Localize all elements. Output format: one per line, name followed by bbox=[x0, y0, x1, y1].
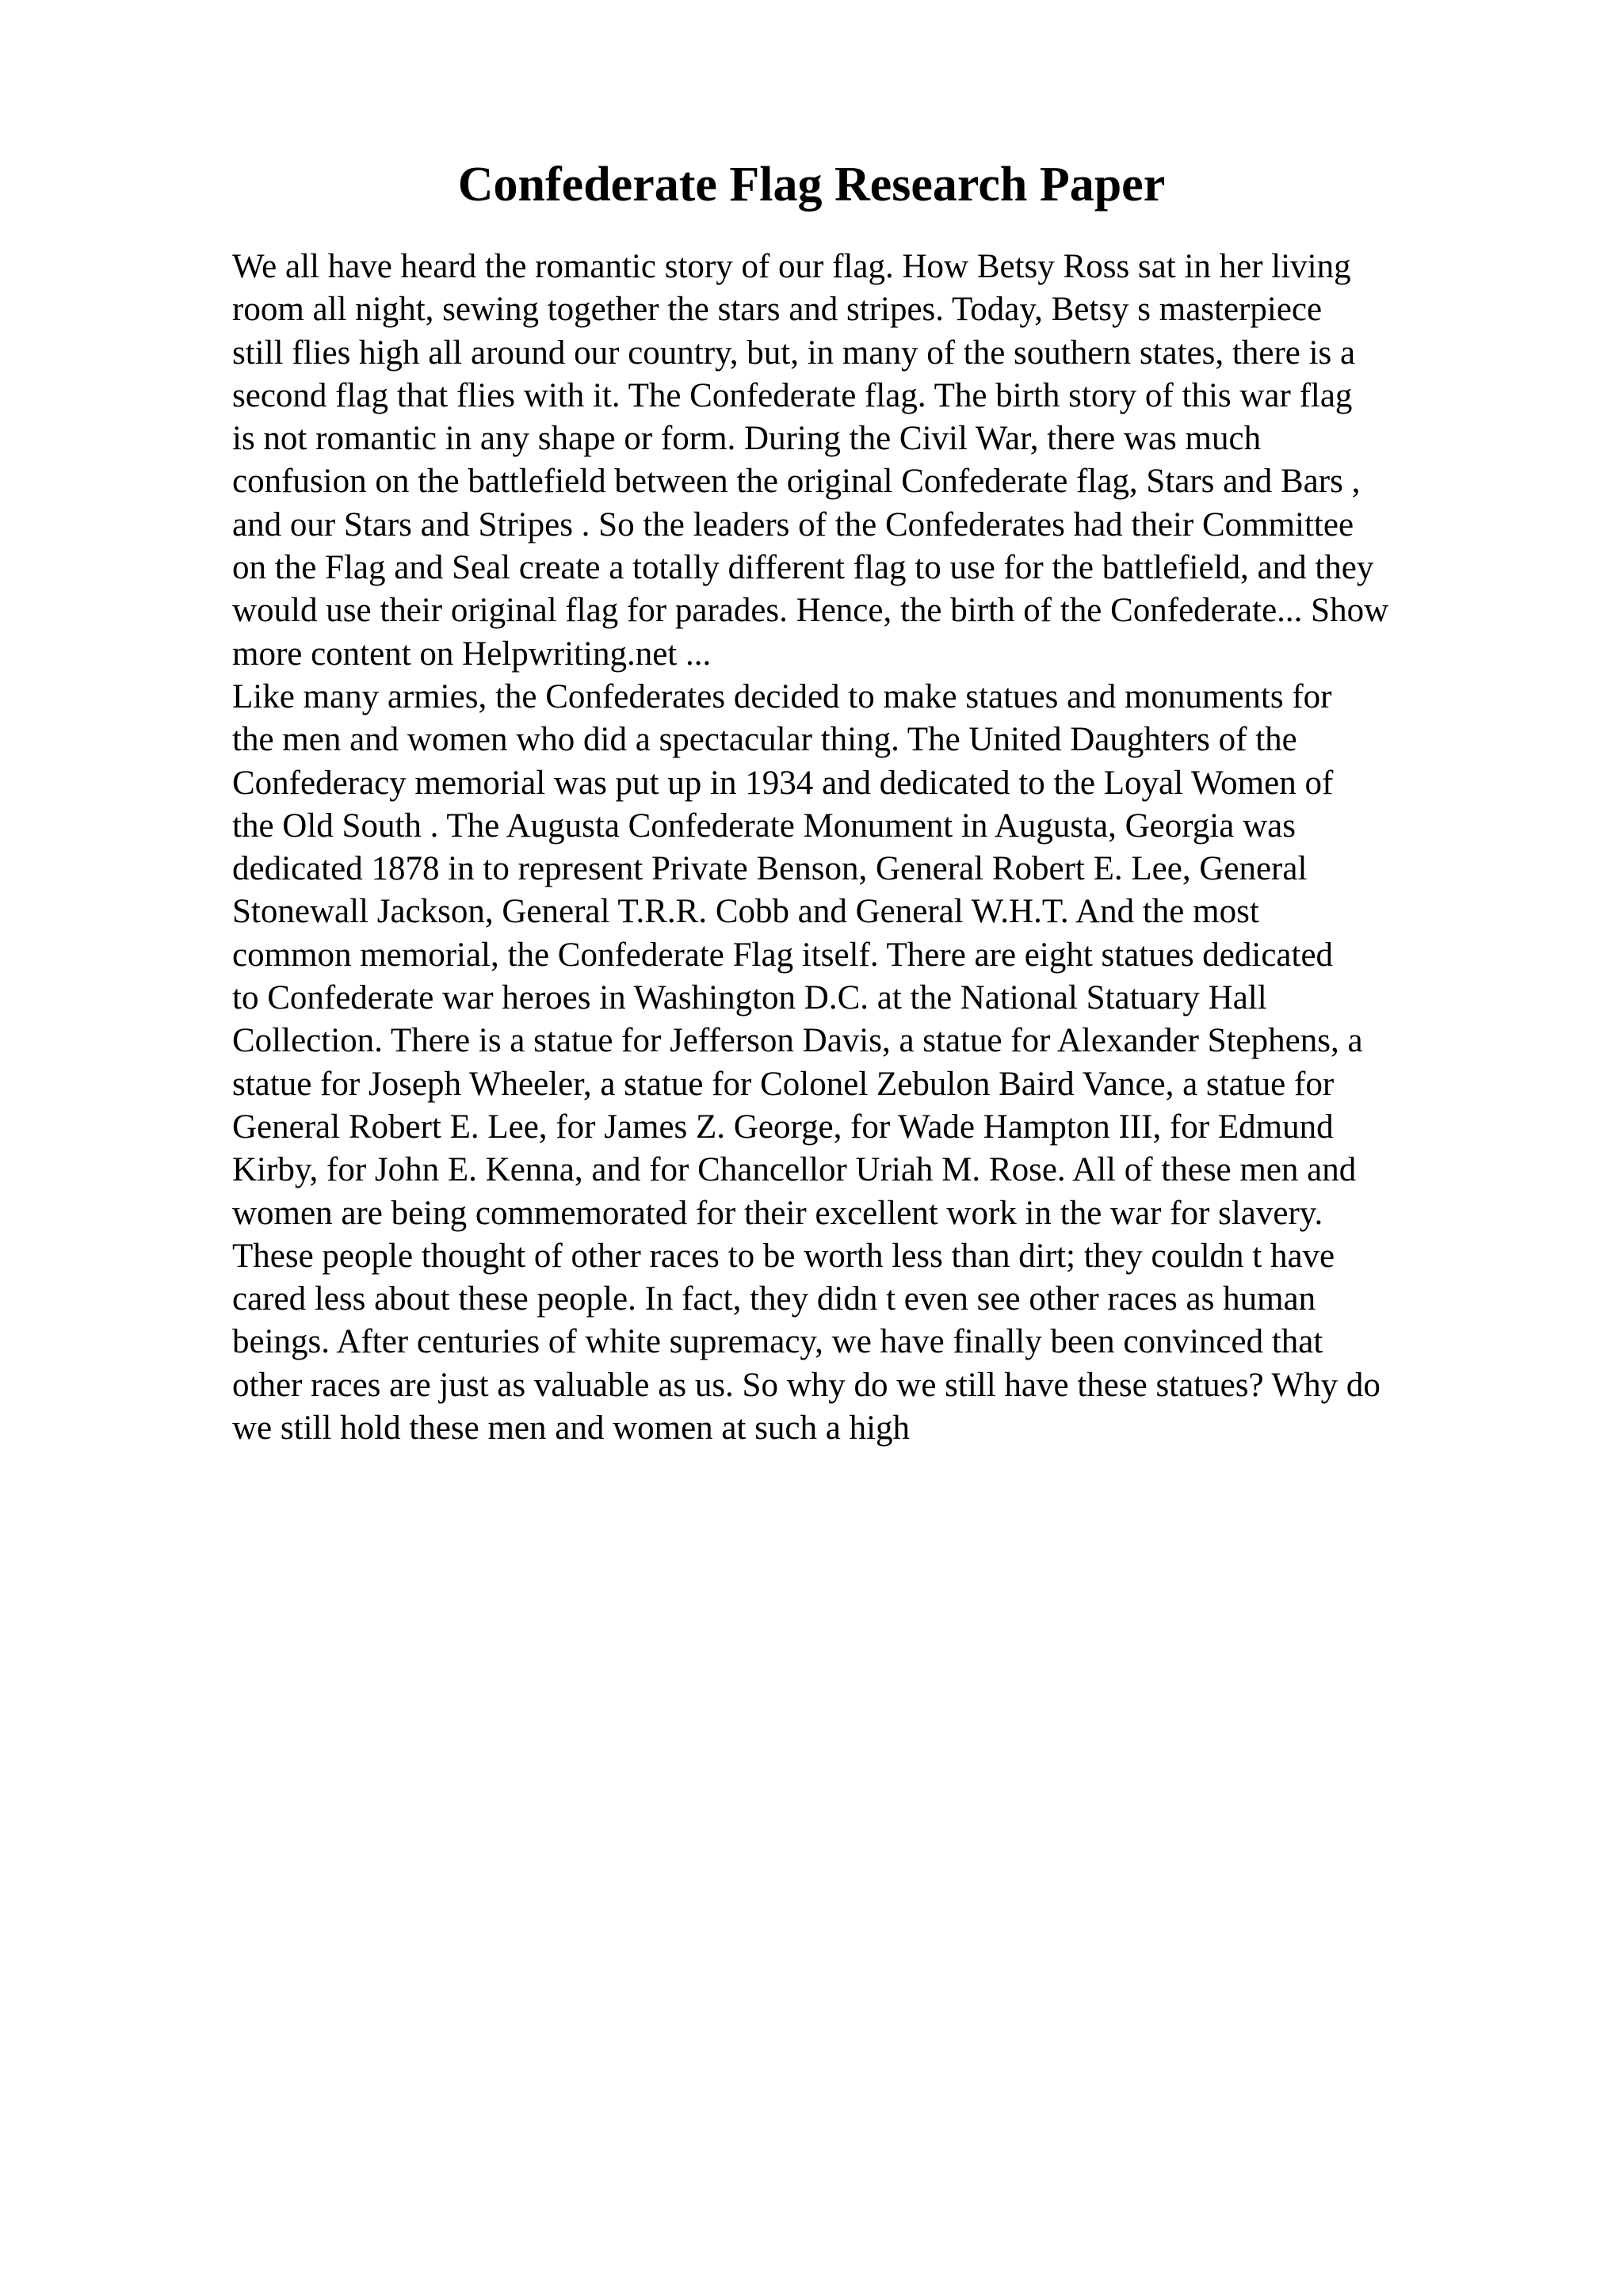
text-line: We all have heard the romantic story of our flag. How Betsy Ross sat in her living bbox=[232, 248, 1351, 285]
text-line: the men and women who did a spectacular thing. The United Daughters of the bbox=[232, 721, 1297, 759]
text-line: more content on Helpwriting.net ... bbox=[232, 635, 712, 673]
text-line: still flies high all around our country, but, in many of the southern states, there is a bbox=[232, 334, 1356, 372]
text-line: common memorial, the Confederate Flag itself. There are eight statues dedicated bbox=[232, 936, 1334, 974]
text-line: These people thought of other races to be worth less than dirt; they couldn t have bbox=[232, 1237, 1335, 1275]
text-line: Kirby, for John E. Kenna, and for Chancellor Uriah M. Rose. All of these men and bbox=[232, 1151, 1357, 1189]
text-line: we still hold these men and women at such a high bbox=[232, 1409, 911, 1447]
text-line: on the Flag and Seal create a totally different flag to use for the battlefield, and they bbox=[232, 549, 1374, 587]
text-line: would use their original flag for parades. Hence, the birth of the Confederate... Show bbox=[232, 592, 1389, 630]
text-line: confusion on the battlefield between the original Confederate flag, Stars and Bars , bbox=[232, 463, 1361, 501]
text-line: Like many armies, the Confederates decided to make statues and monuments for bbox=[232, 677, 1332, 715]
text-line: beings. After centuries of white supremacy, we have finally been convinced that bbox=[232, 1323, 1323, 1361]
text-line: Confederacy memorial was put up in 1934 and dedicated to the Loyal Women of bbox=[232, 764, 1334, 802]
text-line: the Old South . The Augusta Confederate Monument in Augusta, Georgia was bbox=[232, 807, 1296, 845]
page-title: Confederate Flag Research Paper bbox=[457, 158, 1166, 212]
text-line: General Robert E. Lee, for James Z. George, for Wade Hampton III, for Edmund bbox=[232, 1108, 1334, 1146]
text-line: cared less about these people. In fact, they didn t even see other races as human bbox=[232, 1280, 1316, 1318]
text-line: and our Stars and Stripes . So the leaders of the Confederates had their Committee bbox=[232, 505, 1354, 543]
text-line: room all night, sewing together the stars and stripes. Today, Betsy s masterpiece bbox=[232, 291, 1323, 329]
text-line: other races are just as valuable as us. So why do we still have these statues? Why do bbox=[232, 1366, 1381, 1404]
text-line: is not romantic in any shape or form. During the Civil War, there was much bbox=[232, 420, 1262, 458]
text-line: second flag that flies with it. The Confederate flag. The birth story of this war flag bbox=[232, 376, 1353, 414]
text-line: to Confederate war heroes in Washington D.C. at the National Statuary Hall bbox=[232, 979, 1267, 1017]
text-line: dedicated 1878 in to represent Private Benson, General Robert E. Lee, General bbox=[232, 850, 1308, 888]
text-line: Collection. There is a statue for Jefferson Davis, a statue for Alexander Stephens, a bbox=[232, 1022, 1363, 1060]
text-line: Stonewall Jackson, General T.R.R. Cobb and General W.H.T. And the most bbox=[232, 893, 1259, 931]
body-text bbox=[232, 246, 1532, 1450]
text-line: women are being commemorated for their excellent work in the war for slavery. bbox=[232, 1194, 1323, 1232]
text-line: statue for Joseph Wheeler, a statue for Colonel Zebulon Baird Vance, a statue for bbox=[232, 1065, 1335, 1103]
